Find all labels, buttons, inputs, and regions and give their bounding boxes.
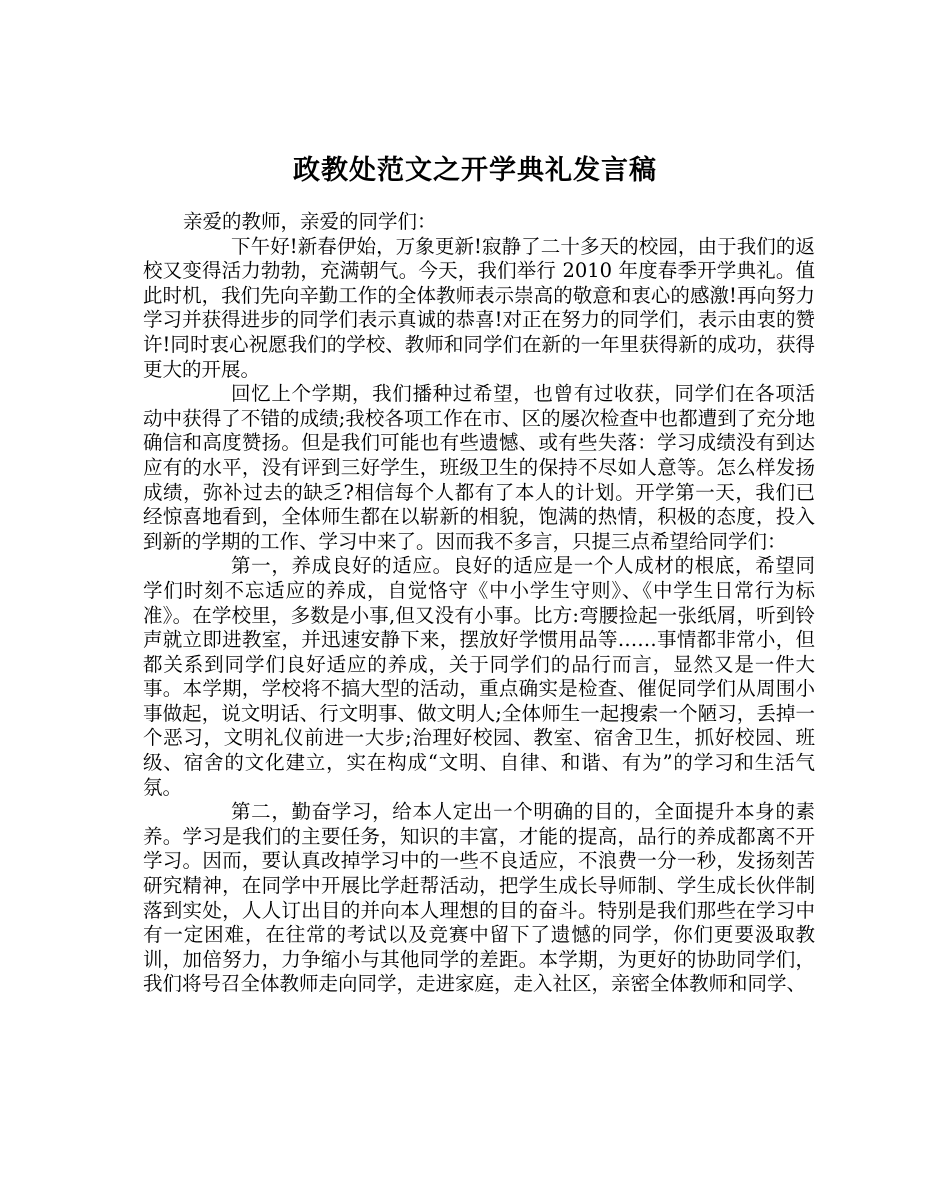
document-body [143, 210, 815, 997]
paragraph-greetings: 下午好!新春伊始，万象更新!寂静了二十多天的校园，由于我们的返校又变得活力勃勃，充满朝气。今天，我们举行 2010 年度春季开学典礼。值此时机，我们先向辛勤工作的全体教师表示崇高的敬意和衷心的感激!再向努力学习并获得进步的同学们表示真诚的恭喜!对正在努力的同学们，表示由衷的赞许!同时衷心祝愿我们的学校、教师和同学们在新的一年里获得新的成功，获得更大的开展。 [143, 234, 815, 381]
paragraph-second-hope: 第二，勤奋学习，给本人定出一个明确的目的，全面提升本身的素养。学习是我们的主要任务，知识的丰富，才能的提高，品行的养成都离不开学习。因而，要认真改掉学习中的一些不良适应，不浪费一分一秒，发扬刻苦研究精神，在同学中开展比学赶帮活动，把学生成长导师制、学生成长伙伴制落到实处，人人订出目的并向本人理想的目的奋斗。特别是我们那些在学习中有一定困难，在往常的考试以及竞赛中留下了遗憾的同学，你们更要汲取教训，加倍努力，力争缩小与其他同学的差距。本学期，为更好的协助同学们，我们将号召全体教师走向同学，走进家庭，走入社区，亲密全体教师和同学、 [143, 800, 815, 996]
document-title: 政教处范文之开学典礼发言稿 [293, 155, 657, 187]
greeting-line: 亲爱的教师，亲爱的同学们： [183, 210, 437, 233]
paragraph-review: 回忆上个学期，我们播种过希望，也曾有过收获，同学们在各项活动中获得了不错的成绩;我校各项工作在市、区的屡次检查中也都遭到了充分地确信和高度赞扬。但是我们可能也有些遗憾、或有些失落：学习成绩没有到达应有的水平，没有评到三好学生，班级卫生的保持不尽如人意等。怎么样发扬成绩，弥补过去的缺乏?相信每个人都有了本人的计划。开学第一天，我们已经惊喜地看到，全体师生都在以崭新的相貌，饱满的热情，积极的态度，投入到新的学期的工作、学习中来了。因而我不多言，只提三点希望给同学们： [143, 382, 815, 553]
paragraph-first-hope: 第一，养成良好的适应。良好的适应是一个人成材的根底，希望同学们时刻不忘适应的养成，自觉恪守《中小学生守则》、《中学生日常行为标准》。在学校里，多数是小事,但又没有小事。比方:弯腰捡起一张纸屑，听到铃声就立即进教室，并迅速安静下来，摆放好学惯用品等……事情都非常小，但都关系到同学们良好适应的养成，关于同学们的品行而言，显然又是一件大事。本学期，学校将不搞大型的活动，重点确实是检查、催促同学们从周围小事做起，说文明话、行文明事、做文明人;全体师生一起搜索一个陋习，丢掉一个恶习，文明礼仪前进一大步;治理好校园、教室、宿舍卫生，抓好校园、班级、宿舍的文化建立，实在构成“文明、自律、和谐、有为”的学习和生活气氛。 [143, 554, 815, 799]
